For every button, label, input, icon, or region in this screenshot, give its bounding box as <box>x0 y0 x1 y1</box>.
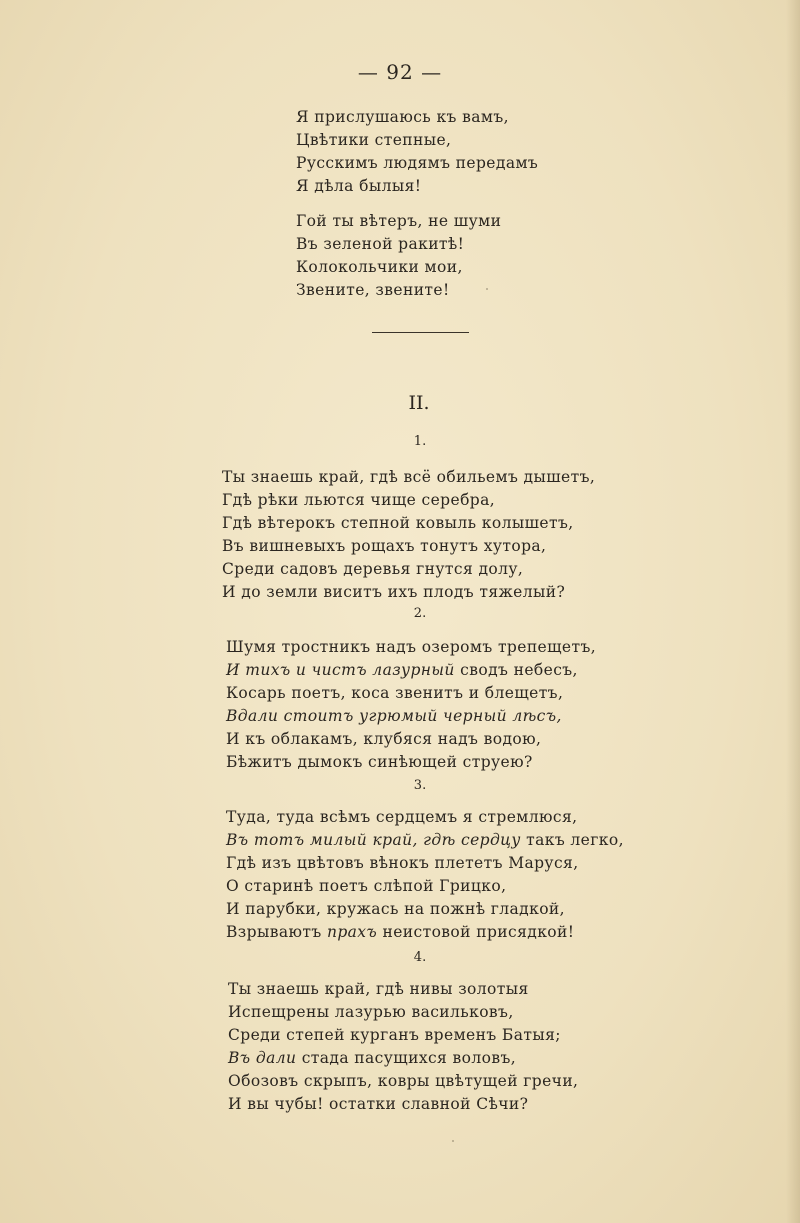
verse-line: Цвѣтики степные, <box>296 131 452 149</box>
verse-line: Звените, звените! <box>296 281 450 299</box>
italic-text: Въ дали <box>228 1049 297 1067</box>
paper-speck <box>486 288 488 290</box>
verse-line: Колокольчики мои, <box>296 258 463 276</box>
verse-line <box>226 898 624 921</box>
verse-line <box>228 1047 578 1070</box>
verse-text: сводъ небесъ, <box>454 661 578 679</box>
verse-line <box>226 659 596 682</box>
section-title: II. <box>408 392 430 414</box>
verse-text: Въ вишневыхъ рощахъ тонутъ хутора, <box>222 537 547 555</box>
verse-line <box>226 705 596 728</box>
verse-line <box>228 1001 578 1024</box>
verse-line <box>226 829 624 852</box>
verse-text: Гдѣ вѣтерокъ степной ковыль колышетъ, <box>222 514 574 532</box>
verse-text: О старинѣ поетъ слѣпой Грицко, <box>226 877 507 895</box>
verse-text: Гдѣ рѣки льются чище серебра, <box>222 491 496 509</box>
stanza-number: 3. <box>413 778 427 793</box>
verse-text: Обозовъ скрыпъ, ковры цвѣтущей гречи, <box>228 1072 579 1090</box>
verse-text: Взрываютъ <box>226 923 327 941</box>
verse-text: стада пасущихся воловъ, <box>296 1049 517 1067</box>
verse-line: Я дѣла былыя! <box>296 177 422 195</box>
verse-line: Въ зеленой ракитѣ! <box>296 235 465 253</box>
verse-text: И вы чубы! остатки славной Сѣчи? <box>228 1095 529 1113</box>
verse-line: Гой ты вѣтеръ, не шуми <box>296 212 502 230</box>
italic-text: И тихъ и чистъ лазурный <box>226 661 455 679</box>
verse-line <box>228 978 578 1001</box>
stanza-1 <box>222 466 595 604</box>
italic-text: Вдали стоитъ угрюмый черный лѣсъ, <box>226 707 562 725</box>
stanza-2 <box>226 636 596 774</box>
stanza-4 <box>228 978 578 1116</box>
prelude-stanza-1 <box>296 106 538 198</box>
verse-line <box>226 682 596 705</box>
verse-line <box>222 489 595 512</box>
paper-speck <box>452 1140 454 1142</box>
verse-text: Гдѣ изъ цвѣтовъ вѣнокъ плететъ Маруся, <box>226 854 579 872</box>
stanza-number: 1. <box>413 434 427 449</box>
verse-text: И къ облакамъ, клубяся надъ водою, <box>226 730 542 748</box>
verse-text: Ты знаешь край, гдѣ всё обильемъ дышетъ, <box>222 468 596 486</box>
verse-line <box>228 1070 578 1093</box>
page-number: — 92 — <box>357 60 443 84</box>
verse-line <box>226 636 596 659</box>
verse-line <box>226 806 624 829</box>
stanza-number: 4. <box>413 950 427 965</box>
italic-text: прахъ <box>326 923 378 941</box>
verse-text: И парубки, кружась на пожнѣ гладкой, <box>226 900 565 918</box>
stanza-number: 2. <box>413 606 427 621</box>
stanza-3 <box>226 806 624 944</box>
verse-text: Шумя тростникъ надъ озеромъ трепещетъ, <box>226 638 597 656</box>
verse-text: Туда, туда всѣмъ сердцемъ я стремлюся, <box>226 808 578 826</box>
verse-line <box>226 751 596 774</box>
verse-line <box>222 581 595 604</box>
verse-line <box>226 875 624 898</box>
verse-line <box>226 921 624 944</box>
prelude-stanza-2 <box>296 210 501 302</box>
verse-text: И до земли виситъ ихъ плодъ тяжелый? <box>222 583 566 601</box>
verse-line <box>226 728 596 751</box>
verse-text: Бѣжитъ дымокъ синѣющей струею? <box>226 753 533 771</box>
verse-line <box>222 512 595 535</box>
verse-text: Ты знаешь край, гдѣ нивы золотыя <box>228 980 529 998</box>
verse-line <box>226 852 624 875</box>
verse-line: Я прислушаюсь къ вамъ, <box>296 108 509 126</box>
verse-line <box>228 1024 578 1047</box>
verse-line <box>222 466 595 489</box>
verse-text: неистовой присядкой! <box>377 923 575 941</box>
verse-text: такъ легко, <box>520 831 624 849</box>
verse-line <box>222 535 595 558</box>
paper-speck <box>232 1052 234 1054</box>
verse-line: Русскимъ людямъ передамъ <box>296 154 539 172</box>
verse-text: Косарь поетъ, коса звенитъ и блещетъ, <box>226 684 564 702</box>
verse-text: Испещрены лазурью васильковъ, <box>228 1003 514 1021</box>
verse-text: Среди садовъ деревья гнутся долу, <box>222 560 524 578</box>
verse-line <box>222 558 595 581</box>
verse-line <box>228 1093 578 1116</box>
verse-text: Среди степей курганъ временъ Батыя; <box>228 1026 561 1044</box>
italic-text: Въ тотъ милый край, гдѣ сердцу <box>226 831 521 849</box>
section-divider <box>372 332 469 333</box>
